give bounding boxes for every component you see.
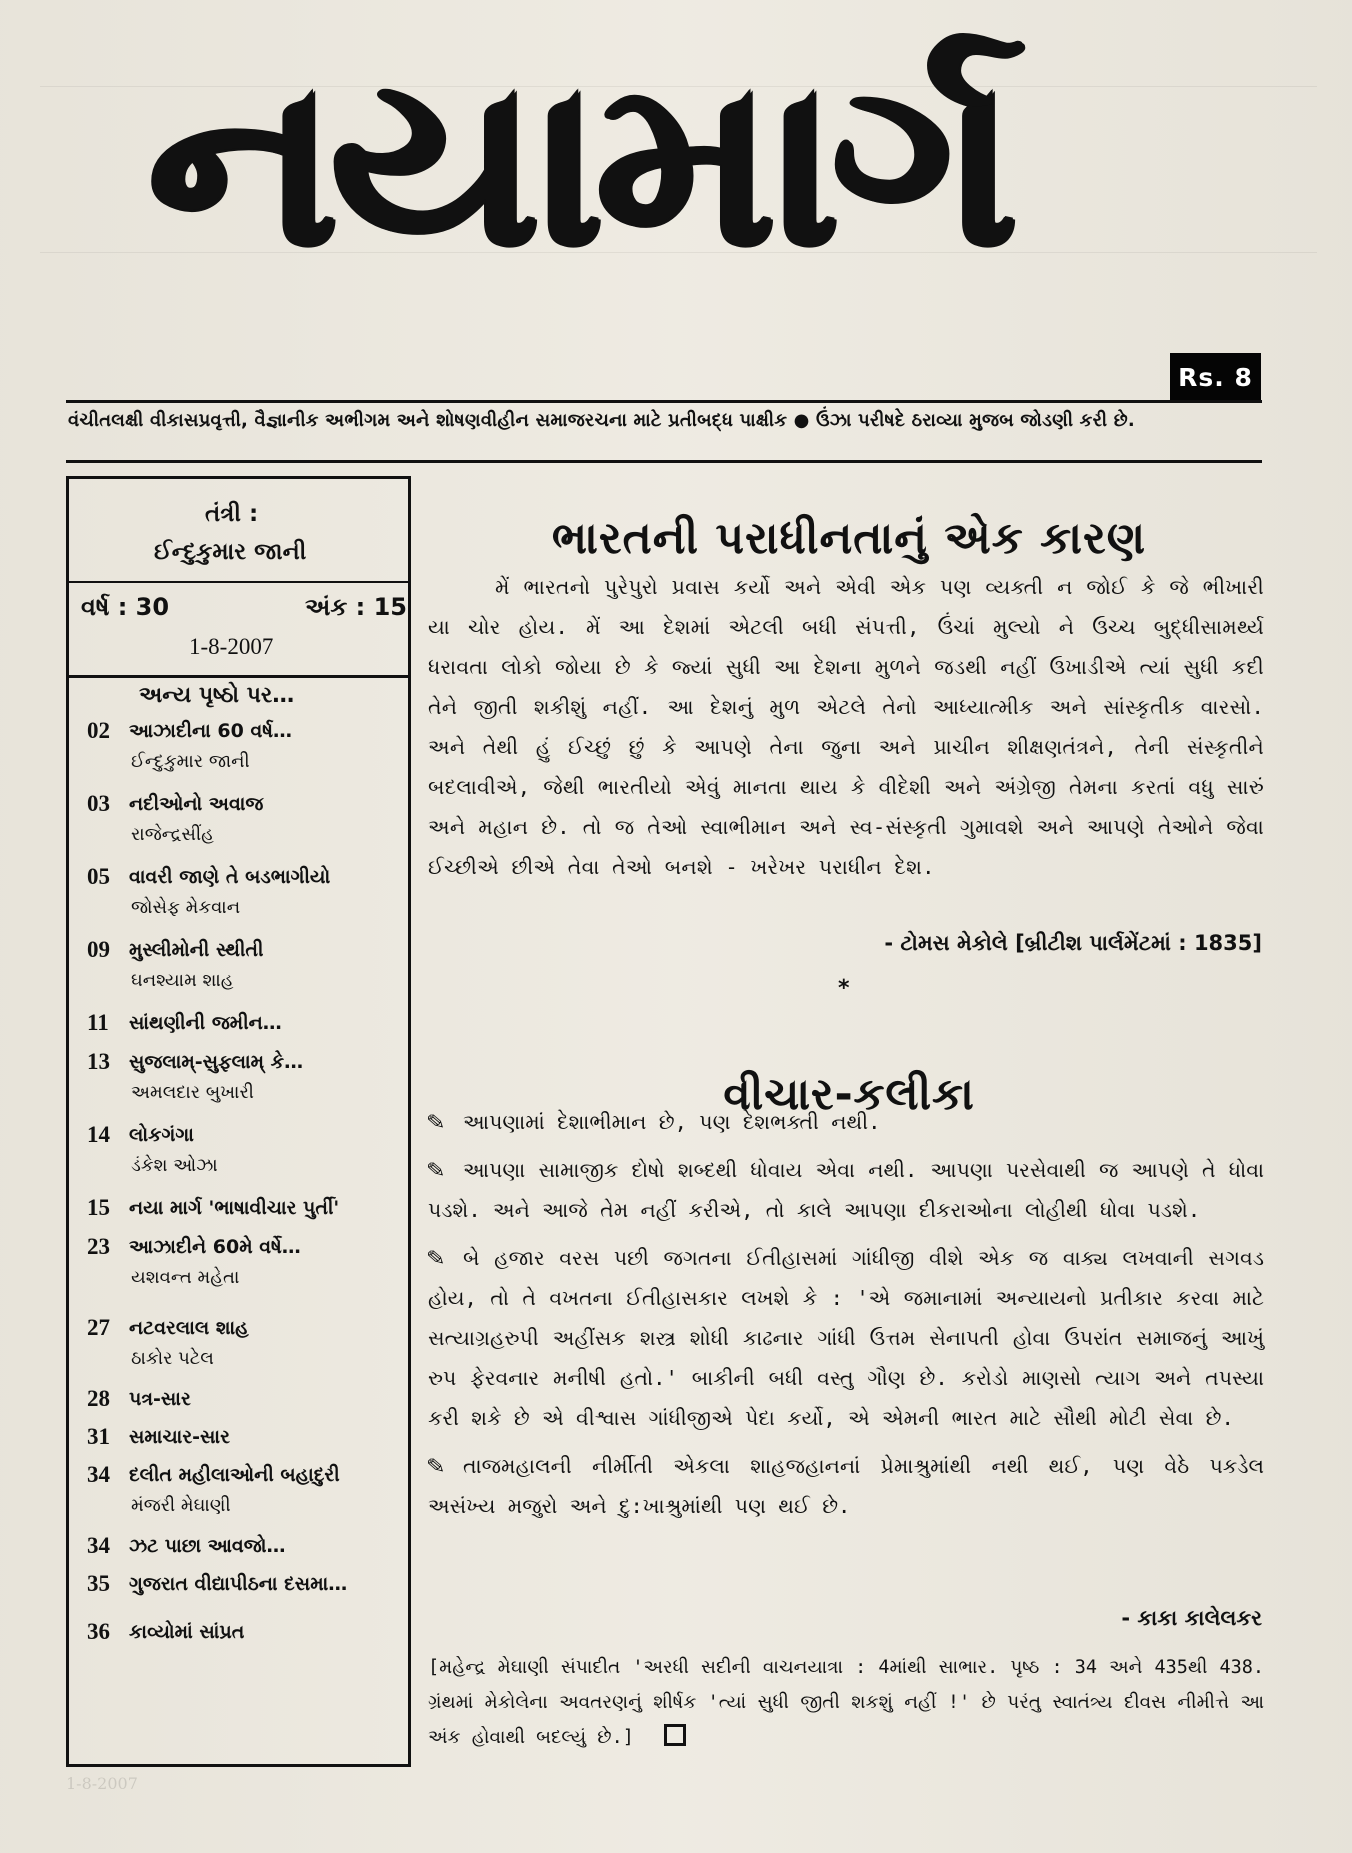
- editor-and-issue-box: [69, 479, 408, 678]
- publication-tagline: વંચીતલક્ષી વીકાસપ્રવૃત્તી, વૈજ્ઞાનીક અભીગમ અને શોષણવીહીન સમાજરચના માટે પ્રતીબદ્ધ પાક્ષીક ● ઉંઝા પરીષદે ઠરાવ્યા મુજબ જોડણી કરી છે.: [68, 410, 1135, 431]
- contents-entry: [129, 1121, 397, 1180]
- thoughts-section-title: વીચાર-કલીકા: [723, 1068, 975, 1120]
- contents-item[interactable]: [87, 1233, 397, 1292]
- contents-item[interactable]: [87, 1121, 397, 1180]
- contents-entry: [129, 1048, 397, 1107]
- contents-entry: [129, 790, 397, 849]
- thought-item: [425, 1102, 1264, 1142]
- contents-entry: [129, 1461, 397, 1520]
- contents-author: જોસેફ મેકવાન: [131, 897, 241, 918]
- page-number: 09: [87, 937, 110, 962]
- contents-title: નટવરલાલ શાહ: [129, 1317, 249, 1339]
- contents-title: વાવરી જાણે તે બડભાગીયો: [129, 866, 331, 888]
- contents-title: આઝાદીના 60 વર્ષ…: [129, 720, 292, 742]
- page-number: 31: [87, 1424, 110, 1449]
- contents-list: [87, 717, 397, 1648]
- page-number: 13: [87, 1049, 110, 1074]
- main-article-area: [425, 476, 1264, 1766]
- contents-item[interactable]: [87, 936, 397, 995]
- contents-entry: [129, 863, 397, 922]
- contents-author: મંજરી મેઘાણી: [131, 1495, 231, 1516]
- contents-author: ઈન્દુકુમાર જાની: [131, 751, 250, 772]
- masthead-bottom-rule: [66, 460, 1262, 463]
- pencil-icon: ✎: [425, 1110, 446, 1134]
- faint-footer-date: 1-8-2007: [66, 1774, 138, 1793]
- hollow-box-icon: [664, 1724, 686, 1746]
- page-number: 23: [87, 1234, 110, 1259]
- thought-item: [425, 1238, 1264, 1438]
- contents-entry: [129, 1194, 397, 1222]
- pencil-icon: ✎: [425, 1454, 446, 1478]
- contents-item[interactable]: [87, 790, 397, 849]
- contents-item[interactable]: [87, 1532, 397, 1562]
- volume-number: વર્ષ : 30: [81, 593, 170, 621]
- issue-sidebar: [66, 476, 411, 1767]
- article-body: મેં ભારતનો પુરેપુરો પ્રવાસ કર્યો અને એવી એક પણ વ્યક્તી ન જોઈ કે જે ભીખારી યા ચોર હોય. મેં આ દેશમાં એટલી બધી સંપત્તી, ઉંચાં મુલ્યો ને ઉચ્ચ બુદ્ધીસામર્થ્ય ધરાવતા લોકો જોયા છે કે જ્યાં સુધી આ દેશના મુળને જડથી નહીં ઉખાડીએ ત્યાં સુધી કદી તેને જીતી શકીશું નહીં. આ દેશનું મુળ એટલે તેનો આધ્યાત્મીક અને સાંસ્કૃતીક વારસો. અને તેથી હું ઈચ્છું છું કે આપણે તેના જુના અને પ્રાચીન શીક્ષણતંત્રને, તેની સંસ્કૃતીને બદલાવીએ, જેથી ભારતીયો એવું માનતા થાય કે વીદેશી અને અંગ્રેજી તેમના કરતાં વધુ સારું અને મહાન છે. તો જ તેઓ સ્વાભીમાન અને સ્વ-સંસ્કૃતી ગુમાવશે અને આપણે તેઓને જેવા ઈચ્છીએ છીએ તેવા તેઓ બનશે - ખરેખર પરાધીન દેશ.: [428, 575, 1264, 879]
- contents-item[interactable]: [87, 717, 397, 776]
- page-number: 11: [87, 1010, 109, 1035]
- footnote-text: [મહેન્દ્ર મેઘાણી સંપાદીત 'અરધી સદીની વાચનયાત્રા : 4માંથી સાભાર. પૃષ્ઠ : 34 અને 435થી 438. ગ્રંથમાં મેકોલેના અવતરણનું શીર્ષક 'ત્યાં સુધી જીતી શકશું નહીં !' છે પરંતુ સ્વાતંત્ર્ય દીવસ નીમીત્તે આ અંક હોવાથી બદલ્યું છે.]: [428, 1657, 1264, 1748]
- contents-entry: [129, 1009, 397, 1037]
- contents-author: ઘનશ્યામ શાહ: [131, 970, 234, 991]
- contents-title: ગુજરાત વીદ્યાપીઠના દસમા…: [129, 1573, 348, 1595]
- page-number: 34: [87, 1462, 110, 1487]
- contents-title: નયા માર્ગ 'ભાષાવીચાર પુર્તી': [129, 1197, 340, 1219]
- editor-label: તંત્રી :: [205, 501, 259, 527]
- contents-title: સમાચાર-સાર: [129, 1426, 230, 1448]
- contents-entry: [129, 1423, 397, 1451]
- contents-item[interactable]: [87, 1385, 397, 1415]
- contents-title: નદીઓનો અવાજ: [129, 793, 264, 815]
- contents-entry: [129, 1385, 397, 1413]
- contents-entry: [129, 1233, 397, 1292]
- contents-item[interactable]: [87, 1194, 397, 1224]
- contents-item[interactable]: [87, 1570, 397, 1600]
- editor-name: ઈન્દુકુમાર જાની: [154, 539, 307, 565]
- thought-text: તાજમહાલની નીર્મીતી એકલા શાહજહાનનાં પ્રેમાશ્રુમાંથી નથી થઈ, પણ વેઠે પકડેલ અસંખ્ય મજુરો અને દુ:ખાશ્રુમાંથી પણ થઈ છે.: [428, 1454, 1264, 1518]
- pencil-icon: ✎: [425, 1158, 446, 1182]
- page-number: 35: [87, 1571, 110, 1596]
- contents-item[interactable]: [87, 1314, 397, 1373]
- contents-author: રાજેન્દ્રસીંહ: [131, 824, 214, 845]
- page-number: 14: [87, 1122, 110, 1147]
- contents-title: દલીત મહીલાઓની બહાદુરી: [129, 1464, 340, 1486]
- contents-entry: [129, 717, 397, 776]
- article-headline: ભારતની પરાધીનતાનું એક કારણ: [551, 513, 1147, 565]
- contents-item[interactable]: [87, 1423, 397, 1453]
- thought-item: [425, 1150, 1264, 1230]
- section-separator: *: [838, 976, 850, 1001]
- contents-entry: [129, 1618, 397, 1646]
- page-number: 36: [87, 1619, 110, 1644]
- thought-item: [425, 1446, 1264, 1526]
- page-number: 05: [87, 864, 110, 889]
- publication-title: નયામાર્ગ: [146, 27, 1009, 297]
- page-number: 03: [87, 791, 110, 816]
- price-badge: Rs. 8: [1170, 353, 1261, 401]
- contents-author: અમલદાર બુખારી: [131, 1082, 254, 1103]
- thought-text: બે હજાર વરસ પછી જગતના ઈતીહાસમાં ગાંધીજી વીશે એક જ વાક્ય લખવાની સગવડ હોય, તો તે વખતના ઈતીહાસકાર લખશે કે : 'એ જમાનામાં અન્યાયનો પ્રતીકાર કરવા માટે સત્યાગ્રહરુપી અહીંસક શસ્ત્ર શોધી કાઢનાર ગાંધી ઉત્તમ સેનાપતી હોવા ઉપરાંત સમાજનું આખું રુપ ફેરવનાર મનીષી હતો.' બાકીની બધી વસ્તુ ગૌણ છે. કરોડો માણસો ત્યાગ અને તપસ્યા કરી શકે છે એ વીશ્વાસ ગાંધીજીએ પેદા કર્યો, એ એમની ભારત માટે સૌથી મોટી સેવા છે.: [428, 1246, 1264, 1430]
- contents-entry: [129, 1532, 397, 1560]
- masthead-top-rule: [66, 400, 1262, 403]
- thought-text: આપણામાં દેશાભીમાન છે, પણ દેશભક્તી નથી.: [463, 1110, 881, 1134]
- contents-author: યશવન્ત મહેતા: [131, 1267, 240, 1288]
- source-footnote: [428, 1650, 1264, 1755]
- contents-item[interactable]: [87, 1461, 397, 1520]
- contents-author: ડંકેશ ઓઝા: [131, 1155, 218, 1176]
- contents-title: સાંથણીની જમીન…: [129, 1012, 282, 1034]
- contents-entry: [129, 1570, 397, 1598]
- contents-heading: અન્ય પૃષ્ઠો પર…: [139, 683, 295, 708]
- editor-divider: [69, 581, 408, 583]
- contents-title: ઝટ પાછા આવજો…: [129, 1535, 286, 1557]
- contents-item[interactable]: [87, 1009, 397, 1039]
- pencil-icon: ✎: [425, 1246, 446, 1270]
- page-number: 34: [87, 1533, 110, 1558]
- quote-attribution: - ટોમસ મેકોલે [બ્રીટીશ પાર્લમેંટમાં : 1835]: [884, 931, 1262, 955]
- contents-entry: [129, 936, 397, 995]
- page-number: 02: [87, 718, 110, 743]
- page-number: 27: [87, 1315, 110, 1340]
- contents-item[interactable]: [87, 863, 397, 922]
- issue-date: 1-8-2007: [189, 634, 274, 659]
- contents-title: આઝાદીને 60મે વર્ષે…: [129, 1236, 301, 1258]
- contents-title: કાવ્યોમાં સાંપ્રત: [129, 1621, 245, 1643]
- contents-item[interactable]: [87, 1618, 397, 1648]
- contents-title: લોકગંગા: [129, 1124, 194, 1146]
- contents-title: મુસ્લીમોની સ્થીતી: [129, 939, 264, 961]
- contents-entry: [129, 1314, 397, 1373]
- thought-text: આપણા સામાજીક દોષો શબ્દથી ધોવાય એવા નથી. આપણા પરસેવાથી જ આપણે તે ધોવા પડશે. અને આજે તેમ નહીં કરીએ, તો કાલે આપણા દીકરાઓના લોહીથી ધોવા પડશે.: [428, 1158, 1264, 1222]
- thoughts-list: [425, 1102, 1264, 1534]
- contents-item[interactable]: [87, 1048, 397, 1107]
- contents-title: પત્ર-સાર: [129, 1388, 191, 1410]
- thought-signature: - કાકા કાલેલકર: [1121, 1606, 1262, 1630]
- contents-title: સુજલામ્-સુફલામ્ કે…: [129, 1051, 304, 1073]
- issue-number: અંક : 15: [305, 593, 407, 621]
- contents-author: ઠાકોર પટેલ: [131, 1348, 214, 1369]
- masthead: [66, 20, 1261, 392]
- page-number: 15: [87, 1195, 110, 1220]
- page-number: 28: [87, 1386, 110, 1411]
